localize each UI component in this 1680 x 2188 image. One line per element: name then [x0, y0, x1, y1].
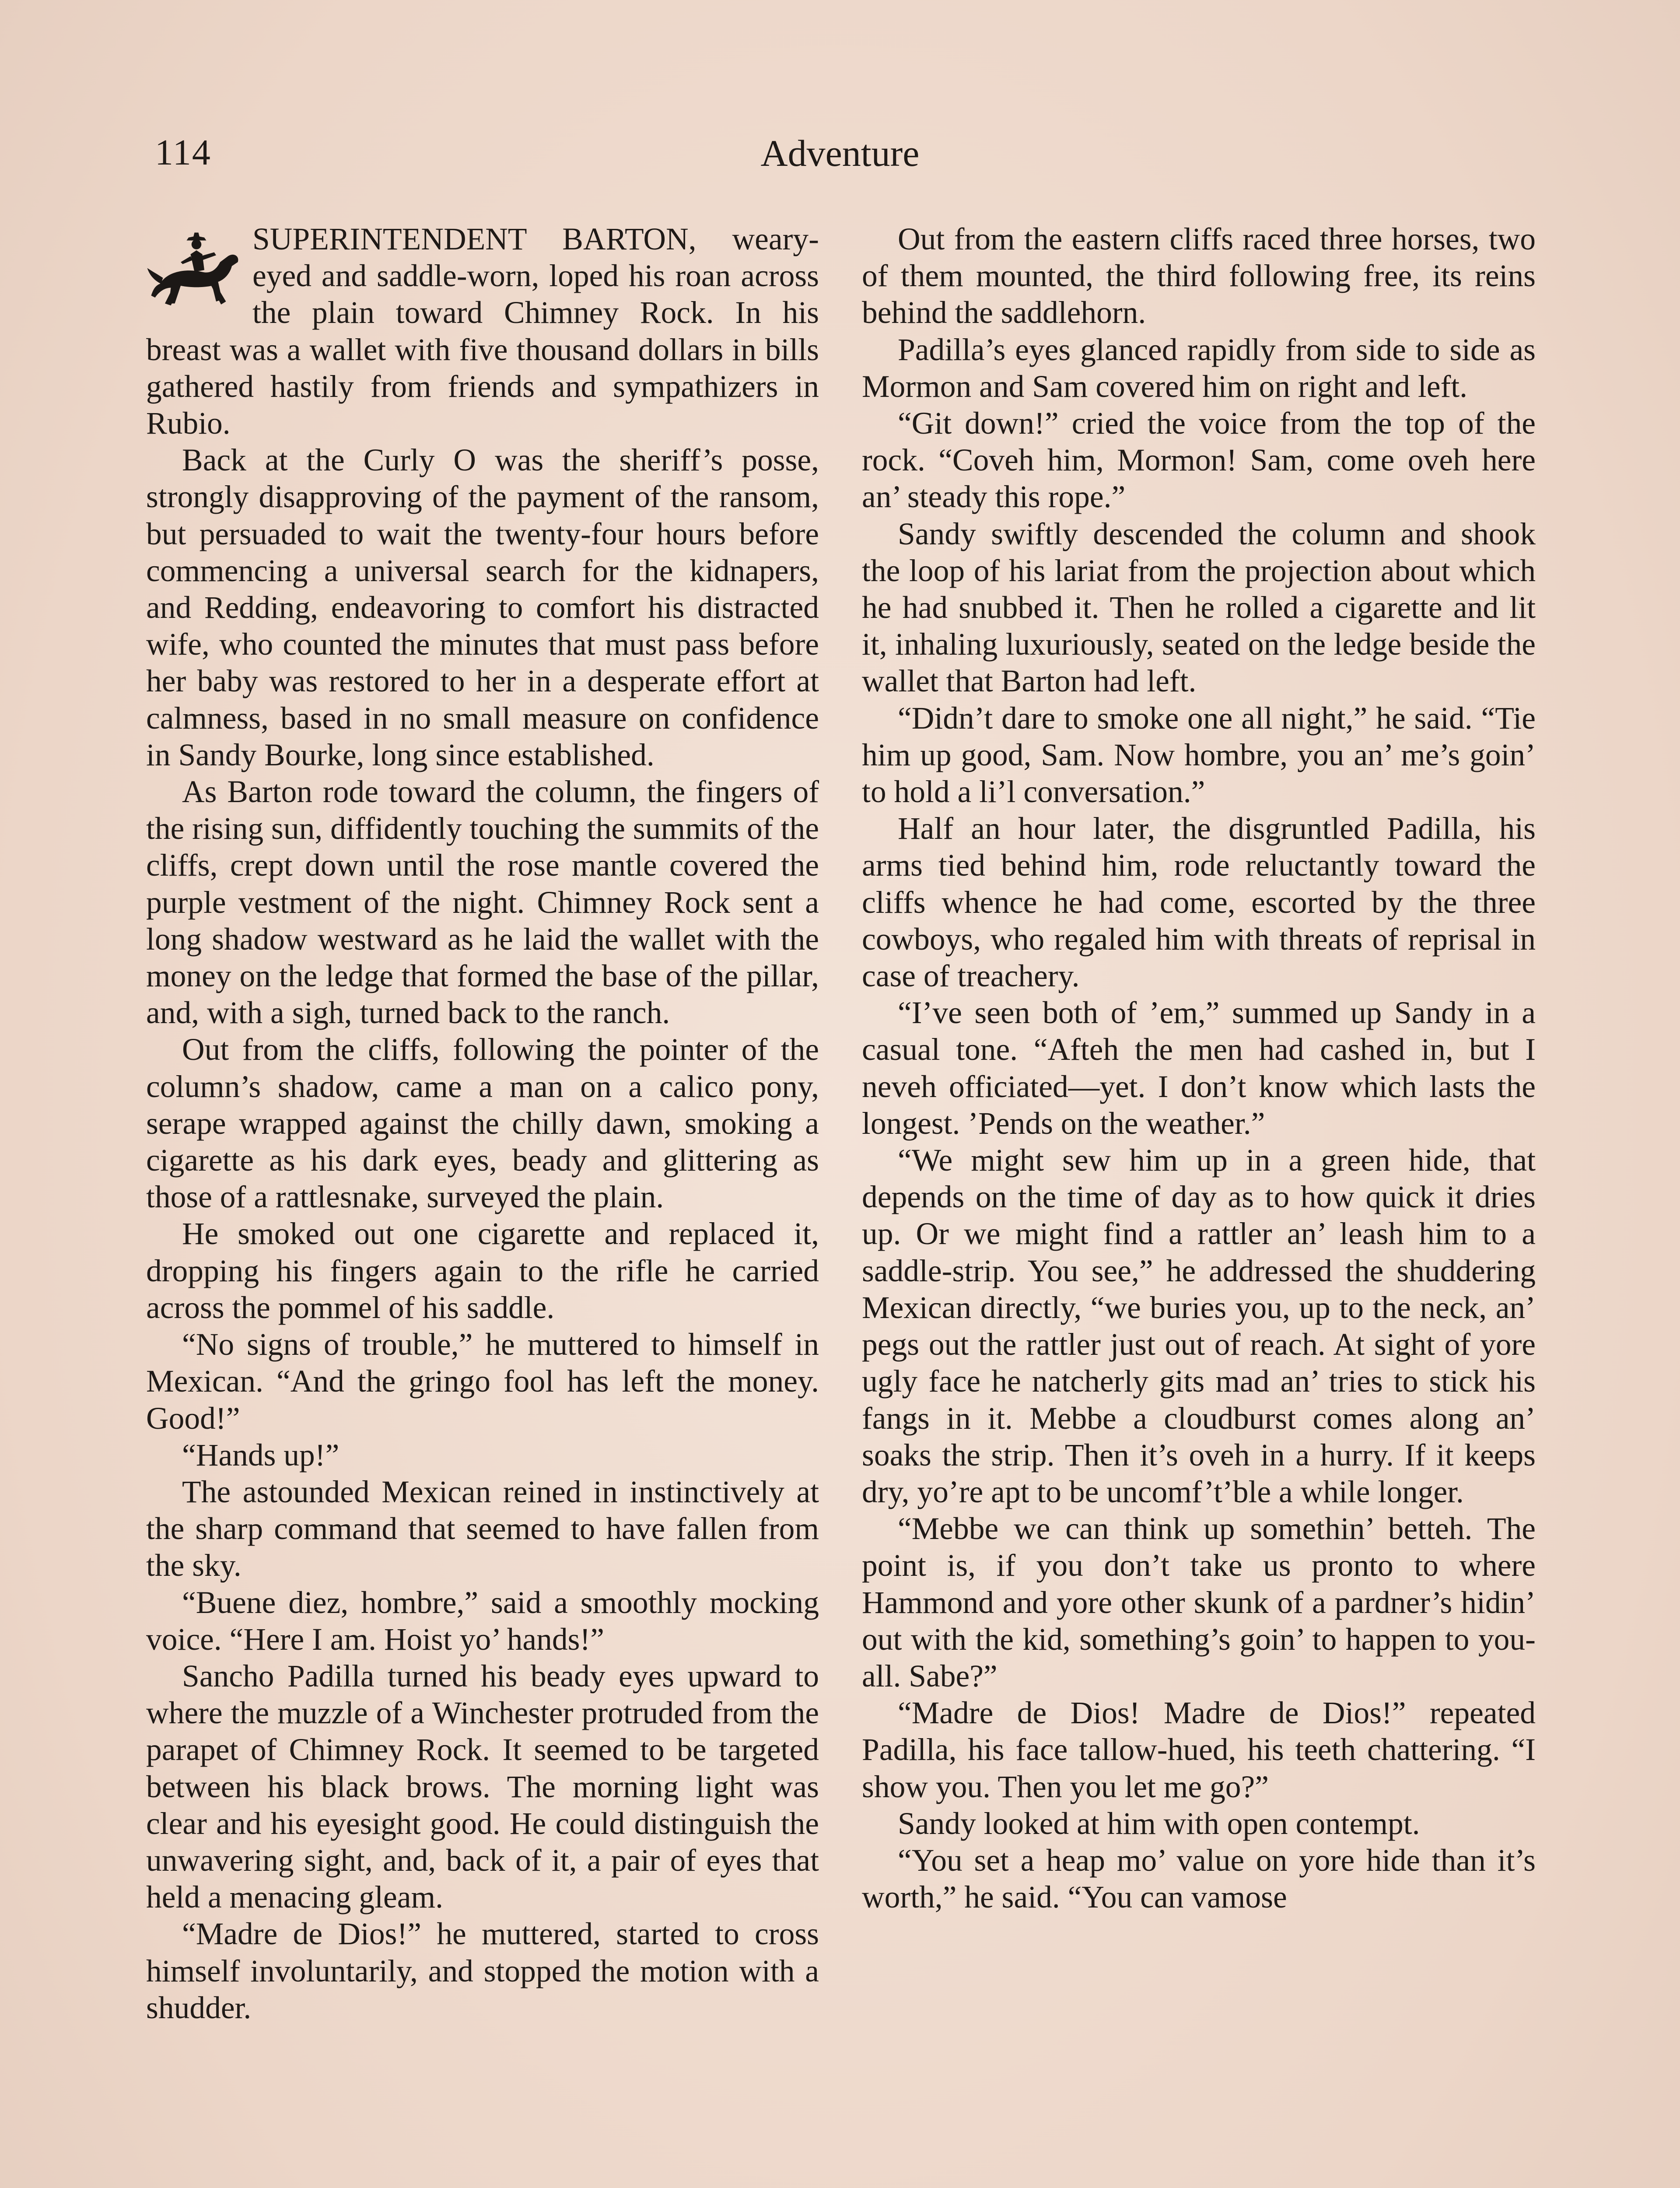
paragraph: “Didn’t dare to smoke one all night,” he said. “Tie him up good, Sam. Now hombre, you an’ me’s goin’ to hold a li’l conversation.”: [862, 701, 1536, 810]
right-column: [862, 221, 1536, 1916]
paragraph: “No signs of trouble,” he muttered to himself in Mexican. “And the gringo fool has left the money. Good!”: [146, 1327, 819, 1436]
paragraph: The astounded Mexican reined in instinctively at the sharp command that seemed to have fallen from the sky.: [146, 1474, 819, 1583]
paragraph: SUPERINTENDENT BARTON, weary-eyed and saddle-worn, loped his roan across the plain toward Chimney Rock. In his breast was a wallet with five thousand dollars in bills gathered hastily from friends and sympathizers in Rubio.: [146, 222, 819, 441]
paragraph: Padilla’s eyes glanced rapidly from side to side as Mormon and Sam covered him on right and left.: [862, 332, 1536, 404]
running-title: Adventure: [760, 132, 920, 174]
paragraph: “Buene diez, hombre,” said a smoothly mocking voice. “Here I am. Hoist yo’ hands!”: [146, 1585, 819, 1657]
paragraph: “Mebbe we can think up somethin’ betteh. The point is, if you don’t take us pronto to where Hammond and yore other skunk of a pardner’s hidin’ out with the kid, something’s goin’ to happen to you-all. Sabe?”: [862, 1511, 1536, 1694]
paragraph: “Hands up!”: [182, 1438, 340, 1473]
paragraph: Back at the Curly O was the sheriff’s posse, strongly disapproving of the payment of the ransom, but persuaded to wait the twenty-four hours before commencing a universal search for the kidnapers, and Redding, endeavoring to comfort his distracted wife, who counted the minutes that must pass before her baby was restored to her in a desperate effort at calmness, based in no small measure on confidence in Sandy Bourke, long since established.: [146, 443, 819, 772]
paragraph: He smoked out one cigarette and replaced it, dropping his fingers again to the rifle he carried across the pommel of his saddle.: [146, 1217, 819, 1325]
left-column: [146, 221, 819, 2027]
paragraph: Half an hour later, the disgruntled Padilla, his arms tied behind him, rode reluctantly toward the cliffs whence he had come, escorted by the three cowboys, who regaled him with threats of reprisal in case of treachery.: [862, 811, 1536, 994]
paragraph: “We might sew him up in a green hide, that depends on the time of day as to how quick it dries up. Or we might find a rattler an’ leash him to a saddle-strip. You see,” he addressed the shuddering Mexican directly, “we buries you, up to the neck, an’ pegs out the rattler just out of reach. At sight of yore ugly face he natcherly gits mad an’ tries to stick his fangs in it. Mebbe a cloudburst comes along an’ soaks the strip. Then it’s oveh in a hurry. If it keeps dry, yo’re apt to be uncomf’t’ble a while longer.: [862, 1143, 1536, 1509]
paragraph: Sandy swiftly descended the column and shook the loop of his lariat from the projection about which he had snubbed it. Then he rolled a cigarette and lit it, inhaling luxuriously, seated on the ledge beside the wallet that Barton had left.: [862, 516, 1536, 699]
paragraph: “Madre de Dios!” he muttered, started to cross himself involuntarily, and stopped the motion with a shudder.: [146, 1917, 819, 2025]
paragraph: Sandy looked at him with open contempt.: [898, 1806, 1420, 1841]
paragraph: “Madre de Dios! Madre de Dios!” repeated Padilla, his face tallow-hued, his teeth chattering. “I show you. Then you let me go?”: [862, 1696, 1536, 1804]
cowboy-on-horse-icon: [145, 223, 244, 321]
page-number: 114: [155, 132, 211, 173]
paragraph: As Barton rode toward the column, the fingers of the rising sun, diffidently touching the summits of the cliffs, crept down until the rose mantle covered the purple vestment of the night. Chimney Rock sent a long shadow westward as he laid the wallet with the money on the ledge that formed the base of the pillar, and, with a sigh, turned back to the ranch.: [146, 775, 819, 1031]
paragraph: “I’ve seen both of ’em,” summed up Sandy in a casual tone. “Afteh the men had cashed in, but I neveh officiated—yet. I don’t know which lasts the longest. ’Pends on the weather.”: [862, 996, 1536, 1141]
paragraph: Out from the cliffs, following the pointer of the column’s shadow, came a man on a calico pony, serape wrapped against the chilly dawn, smoking a cigarette as his dark eyes, beady and glittering as those of a rattlesnake, surveyed the plain.: [146, 1032, 819, 1215]
paragraph: Out from the eastern cliffs raced three horses, two of them mounted, the third following free, its reins behind the saddlehorn.: [862, 222, 1536, 330]
page-header: [149, 131, 1531, 188]
paragraph: “You set a heap mo’ value on yore hide than it’s worth,” he said. “You can vamose: [862, 1843, 1536, 1915]
paragraph: Sancho Padilla turned his beady eyes upward to where the muzzle of a Winchester protruded from the parapet of Chimney Rock. It seemed to be targeted between his black brows. The morning light was clear and his eyesight good. He could distinguish the unwavering sight, and, back of it, a pair of eyes that held a menacing gleam.: [146, 1659, 819, 1915]
paragraph: “Git down!” cried the voice from the top of the rock. “Coveh him, Mormon! Sam, come oveh here an’ steady this rope.”: [862, 406, 1536, 515]
